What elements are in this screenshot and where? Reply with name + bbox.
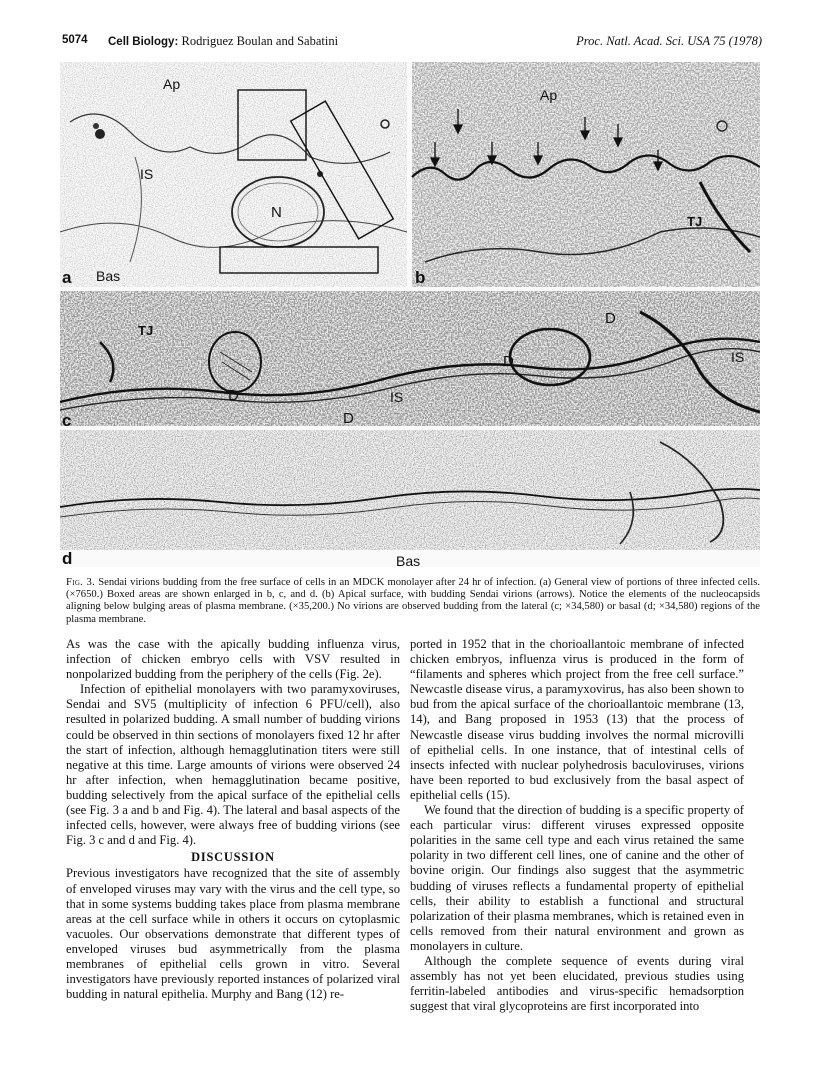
label-tj-c: TJ [138, 323, 154, 338]
right-column [410, 637, 744, 1014]
panel-label-b: b [415, 268, 426, 287]
label-ap-a: Ap [163, 76, 181, 92]
right-paragraph-2: We found that the direction of budding is a specific property of each particular virus: different viruses expressed opposite polarities in the same cell type and each virus retained the same polarity in two different cell lines, one of canine and the other of bovine origin. Our findings also suggest that the asymmetric budding of viruses reflects a fundamental property of epithelial cells, their ability to establish a functional and structural polarization of their plasma membranes, which is retained even in cells removed from their natural environment and grown as monolayers in culture. [410, 803, 744, 953]
page-number: 5074 [62, 34, 88, 46]
right-paragraph-1: ported in 1952 that in the chorioallantoic membrane of infected chicken embryos, influenza virus is produced in the form of “filaments and spheres which project from the free cell surface.” Newcastle disease virus, a paramyxovirus, has also been shown to bud from the apical surface of the chorioallantoic membrane (13, 14), and Bang proposed in 1953 (13) that the process of Newcastle disease virus budding involves the normal microvilli of epithelial cells. In one instance, that of intestinal cells of insects infected with nuclear polyhedrosis baculoviruses, virions have been reported to bud exclusively from the basal aspect of epithelial cells (15). [410, 637, 744, 802]
section-name: Cell Biology: [108, 36, 179, 48]
running-header [62, 34, 762, 52]
figure-caption [66, 577, 760, 626]
caption-text: Sendai virions budding from the free surface of cells in an MDCK monolayer after 24 hr of infection. (a) General view of portions of three infected cells. (×7650.) Boxed areas are shown enlarged in b, c, and d. (b) Apical surface, with budding Sendai virions (arrows). Notice the elements of the nucleocapsids aligning below bulging areas of plasma membrane. (×35,200.) No virions are observed budding from the lateral (c; ×34,580) or basal (d; ×34,580) regions of the plasma membrane. [66, 577, 760, 625]
label-d-3: D [503, 353, 514, 370]
left-column [66, 637, 400, 1002]
label-is-c-2: IS [731, 349, 745, 365]
panel-d [60, 430, 760, 550]
panel-a [60, 62, 407, 287]
left-paragraph-1: As was the case with the apically budding influenza virus, infection of chicken embryo cells with VSV resulted in nonpolarized budding from the periphery of the cells (Fig. 2e). [66, 637, 400, 682]
label-d-2: D [343, 410, 354, 427]
panel-label-c: c [62, 411, 72, 430]
label-d-4: D [605, 310, 616, 327]
micrograph-panels [60, 62, 760, 567]
label-bas-d: Bas [396, 553, 421, 567]
label-bas-a: Bas [96, 268, 121, 284]
journal-citation: Proc. Natl. Acad. Sci. USA 75 (1978) [576, 34, 762, 48]
panel-b [412, 62, 760, 287]
label-nucleus: N [271, 204, 282, 221]
discussion-heading: DISCUSSION [191, 850, 275, 865]
left-paragraph-2: Infection of epithelial monolayers with two paramyxoviruses, Sendai and SV5 (multiplicity of infection 6 PFU/cell), also resulted in polarized budding. A small number of budding virions could be observed in thin sections of monolayers fixed 12 hr after the start of infection, although hemagglutination titers were still negative at this time. Large amounts of virions were observed 24 hr after infection, when hemagglutination became positive, budding selectively from the apical surface of the epithelial cells (see Fig. 3 a and b and Fig. 4). The lateral and basal aspects of the infected cells, however, were always free of budding virions (see Fig. 3 c and d and Fig. 4). [66, 682, 400, 848]
section-title [108, 34, 338, 49]
label-is-a: IS [140, 166, 154, 182]
label-tj-b: TJ [687, 214, 703, 229]
left-paragraph-3: Previous investigators have recognized that the site of assembly of enveloped viruses may vary with the virus and the cell type, so that in some systems budding takes place from plasma membrane areas at the cell surface while in others it occurs on cytoplasmic vacuoles. Our observations demonstrate that different types of enveloped viruses bud asymmetrically from the plasma membranes of epithelial cells grown in vitro. Several investigators have previously reported instances of polarized viral budding in natural epithelia. Murphy and Bang (12) re- [66, 866, 400, 1002]
label-d-1: D [228, 387, 239, 404]
figure-3-micrograph [60, 62, 760, 567]
caption-label: Fig. 3. [66, 577, 96, 588]
panel-label-d: d [62, 549, 73, 567]
right-paragraph-3: Although the complete sequence of events during viral assembly has not yet been elucidated, previous studies using ferritin-labeled antibodies and virus-specific hemadsorption suggest that viral glycoproteins are first incorporated into [410, 953, 744, 1014]
authors: Rodriguez Boulan and Sabatini [181, 34, 339, 48]
label-is-c-1: IS [390, 389, 404, 405]
label-ap-b: Ap [540, 87, 558, 103]
panel-label-a: a [62, 268, 72, 287]
panel-c [60, 291, 760, 426]
